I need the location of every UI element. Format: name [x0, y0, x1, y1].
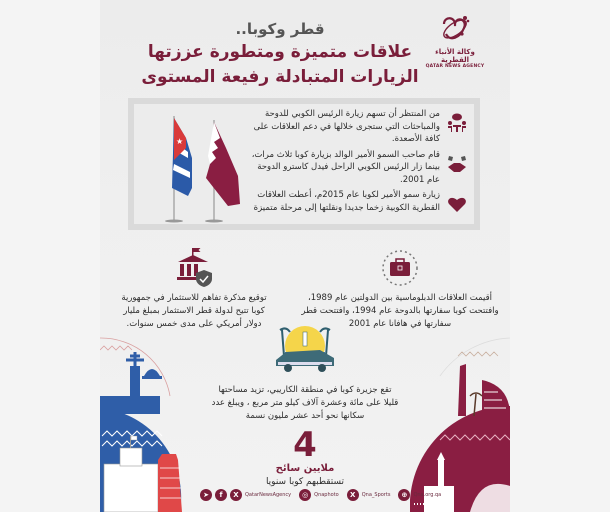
social-handle-qnaphoto[interactable]: Qnaphoto	[314, 492, 339, 498]
highlight-text: من المنتظر أن تسهم زيارة الرئيس الكوبي للدوحة والمباحثات التي ستجرى خلالها في دعم العلاقات على كافة الأصعدة.	[253, 109, 440, 144]
briefcase-icon	[380, 248, 420, 288]
investment-text: توقيع مذكرة تفاهم للاستثمار في جمهورية كوبا تتيح لدولة قطر الاستثمار بمبلغ مليار دولار أمريكي على مدى خمس سنوات.	[121, 293, 267, 329]
header	[140, 18, 420, 90]
social-handle-qna-sports[interactable]: Qna_Sports	[361, 492, 391, 498]
page-title-line2: الزيارات المتبادلة رفيعة المستوى	[141, 67, 419, 87]
geography-fact	[210, 322, 400, 423]
meeting-icon	[446, 112, 468, 134]
heart-hands-icon	[446, 193, 468, 215]
highlights-list	[242, 108, 468, 218]
globe-icon[interactable]: ⊕	[398, 489, 410, 501]
page-title-line1: علاقات متميزة ومتطورة عززتها	[147, 42, 413, 62]
bank-shield-icon	[172, 248, 216, 288]
brand-name-ar: وكالة الأنباء القطرية	[435, 48, 475, 64]
kicker: قطر وكوبا..	[235, 20, 325, 38]
geography-text: تقع جزيرة كوبا في منطقة الكاريبي، تزيد مساحتها قليلا على مائة وعشرة آلاف كيلو متر مربع ، ويبلغ عدد سكانها نحو أحد عشر مليون نسمة	[211, 385, 399, 421]
tourists-stat	[250, 425, 360, 489]
cuba-landmarks-illustration	[100, 336, 200, 512]
diplomacy-fact	[300, 244, 500, 331]
facebook-icon[interactable]: f	[215, 489, 227, 501]
cuba-flag-icon	[165, 116, 192, 223]
telegram-icon[interactable]: ➤	[200, 489, 212, 501]
highlight-item	[242, 189, 468, 215]
brand-name-en: QATAR NEWS AGENCY	[425, 64, 485, 69]
stat-number: 4	[293, 425, 317, 465]
investment-fact	[114, 244, 274, 331]
qna-emblem-icon	[438, 12, 472, 46]
highlight-item	[242, 149, 468, 187]
qatar-landmarks-illustration	[410, 336, 510, 512]
qna-logo	[420, 12, 490, 69]
x-icon[interactable]: X	[347, 489, 359, 501]
diplomacy-text: أقيمت العلاقات الدبلوماسية بين الدولتين عام 1989، وافتتحت كوبا سفارتها بالدوحة عام 1994، وافتتحت قطر سفارتها في هافانا عام 2001	[301, 293, 499, 329]
svg-text:★: ★	[176, 137, 184, 146]
classic-car-beach-icon	[268, 322, 342, 376]
stat-caption: تستقطبهم كوبا سنويا	[265, 477, 345, 487]
instagram-icon[interactable]: ◎	[299, 489, 311, 501]
qatar-flag-icon	[205, 120, 240, 223]
handshake-flags-icon	[446, 153, 468, 175]
social-handle-qatarnewsagency[interactable]: QatarNewsAgency	[245, 492, 292, 498]
x-icon[interactable]: X	[230, 489, 242, 501]
highlight-item	[242, 108, 468, 146]
website-link[interactable]: Qna.org.qa	[413, 492, 442, 498]
highlights-box	[128, 98, 480, 230]
social-links-bar	[200, 487, 442, 503]
highlight-text: زيارة سمو الأمير لكوبا عام 2015م، أعطت العلاقات القطرية الكوبية زخما جديدا ونقلتها إلى مرحلة متميزة	[253, 190, 440, 213]
stat-label: ملايين سائح	[275, 463, 335, 474]
highlight-text: قام صاحب السمو الأمير الوالد بزيارة كوبا ثلاث مرات، بينما زار الرئيس الكوبي الراحل فيدل كاسترو الدوحة عام 2001.	[251, 149, 440, 185]
infographic	[100, 0, 510, 512]
cuba-qatar-flags	[142, 108, 252, 226]
